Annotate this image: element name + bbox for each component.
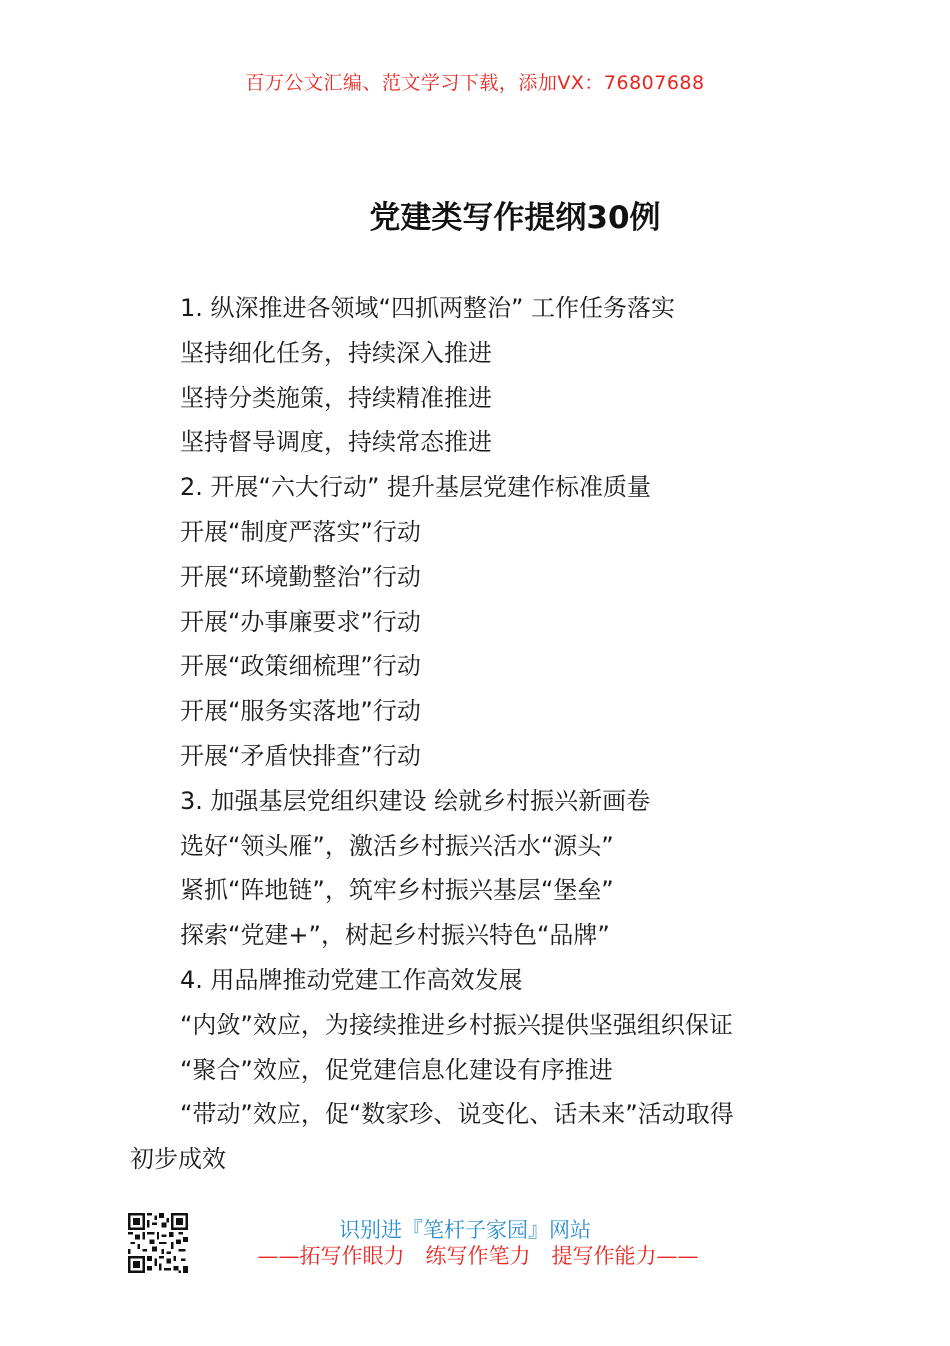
document-title: 党建类写作提纲30例 [369, 200, 661, 236]
body-line: 探索“党建+”，树起乡村振兴特色“品牌” [180, 921, 610, 950]
document-body [130, 286, 850, 1182]
body-line: 坚持分类施策，持续精准推进 [180, 383, 492, 412]
footer-site-line: 识别进『笔杆子家园』网站 [339, 1218, 591, 1242]
body-line: 选好“领头雁”，激活乡村振兴活水“源头” [180, 831, 614, 860]
body-line: 开展“服务实落地”行动 [180, 697, 421, 726]
body-line: 开展“办事廉要求”行动 [180, 607, 421, 636]
body-line: “内敛”效应，为接续推进乡村振兴提供坚强组织保证 [180, 1010, 733, 1039]
body-line: 坚持细化任务，持续深入推进 [180, 338, 492, 367]
body-line: “带动”效应，促“数家珍、说变化、话未来”活动取得 [180, 1100, 734, 1129]
section-heading-3: 3. 加强基层党组织建设 绘就乡村振兴新画卷 [180, 786, 651, 815]
body-line: 开展“政策细梳理”行动 [180, 652, 421, 681]
body-line: 开展“矛盾快排查”行动 [180, 741, 421, 770]
section-heading-4: 4. 用品牌推动党建工作高效发展 [180, 965, 523, 994]
body-line: 开展“制度严落实”行动 [180, 517, 421, 546]
section-heading-1: 1. 纵深推进各领域“四抓两整治” 工作任务落实 [180, 294, 676, 322]
body-line: 紧抓“阵地链”，筑牢乡村振兴基层“堡垒” [180, 876, 614, 905]
footer-slogan-line: ——拓写作眼力 练写作笔力 提写作能力—— [257, 1244, 699, 1268]
body-line-continuation: 初步成效 [130, 1145, 226, 1174]
body-line: “聚合”效应，促党建信息化建设有序推进 [180, 1055, 613, 1084]
header-promo-note: 百万公文汇编、范文学习下载，添加VX：76807688 [245, 72, 705, 94]
body-line: 开展“环境勤整治”行动 [180, 562, 421, 591]
body-line: 坚持督导调度，持续常态推进 [180, 428, 492, 457]
section-heading-2: 2. 开展“六大行动” 提升基层党建作标准质量 [180, 473, 652, 502]
